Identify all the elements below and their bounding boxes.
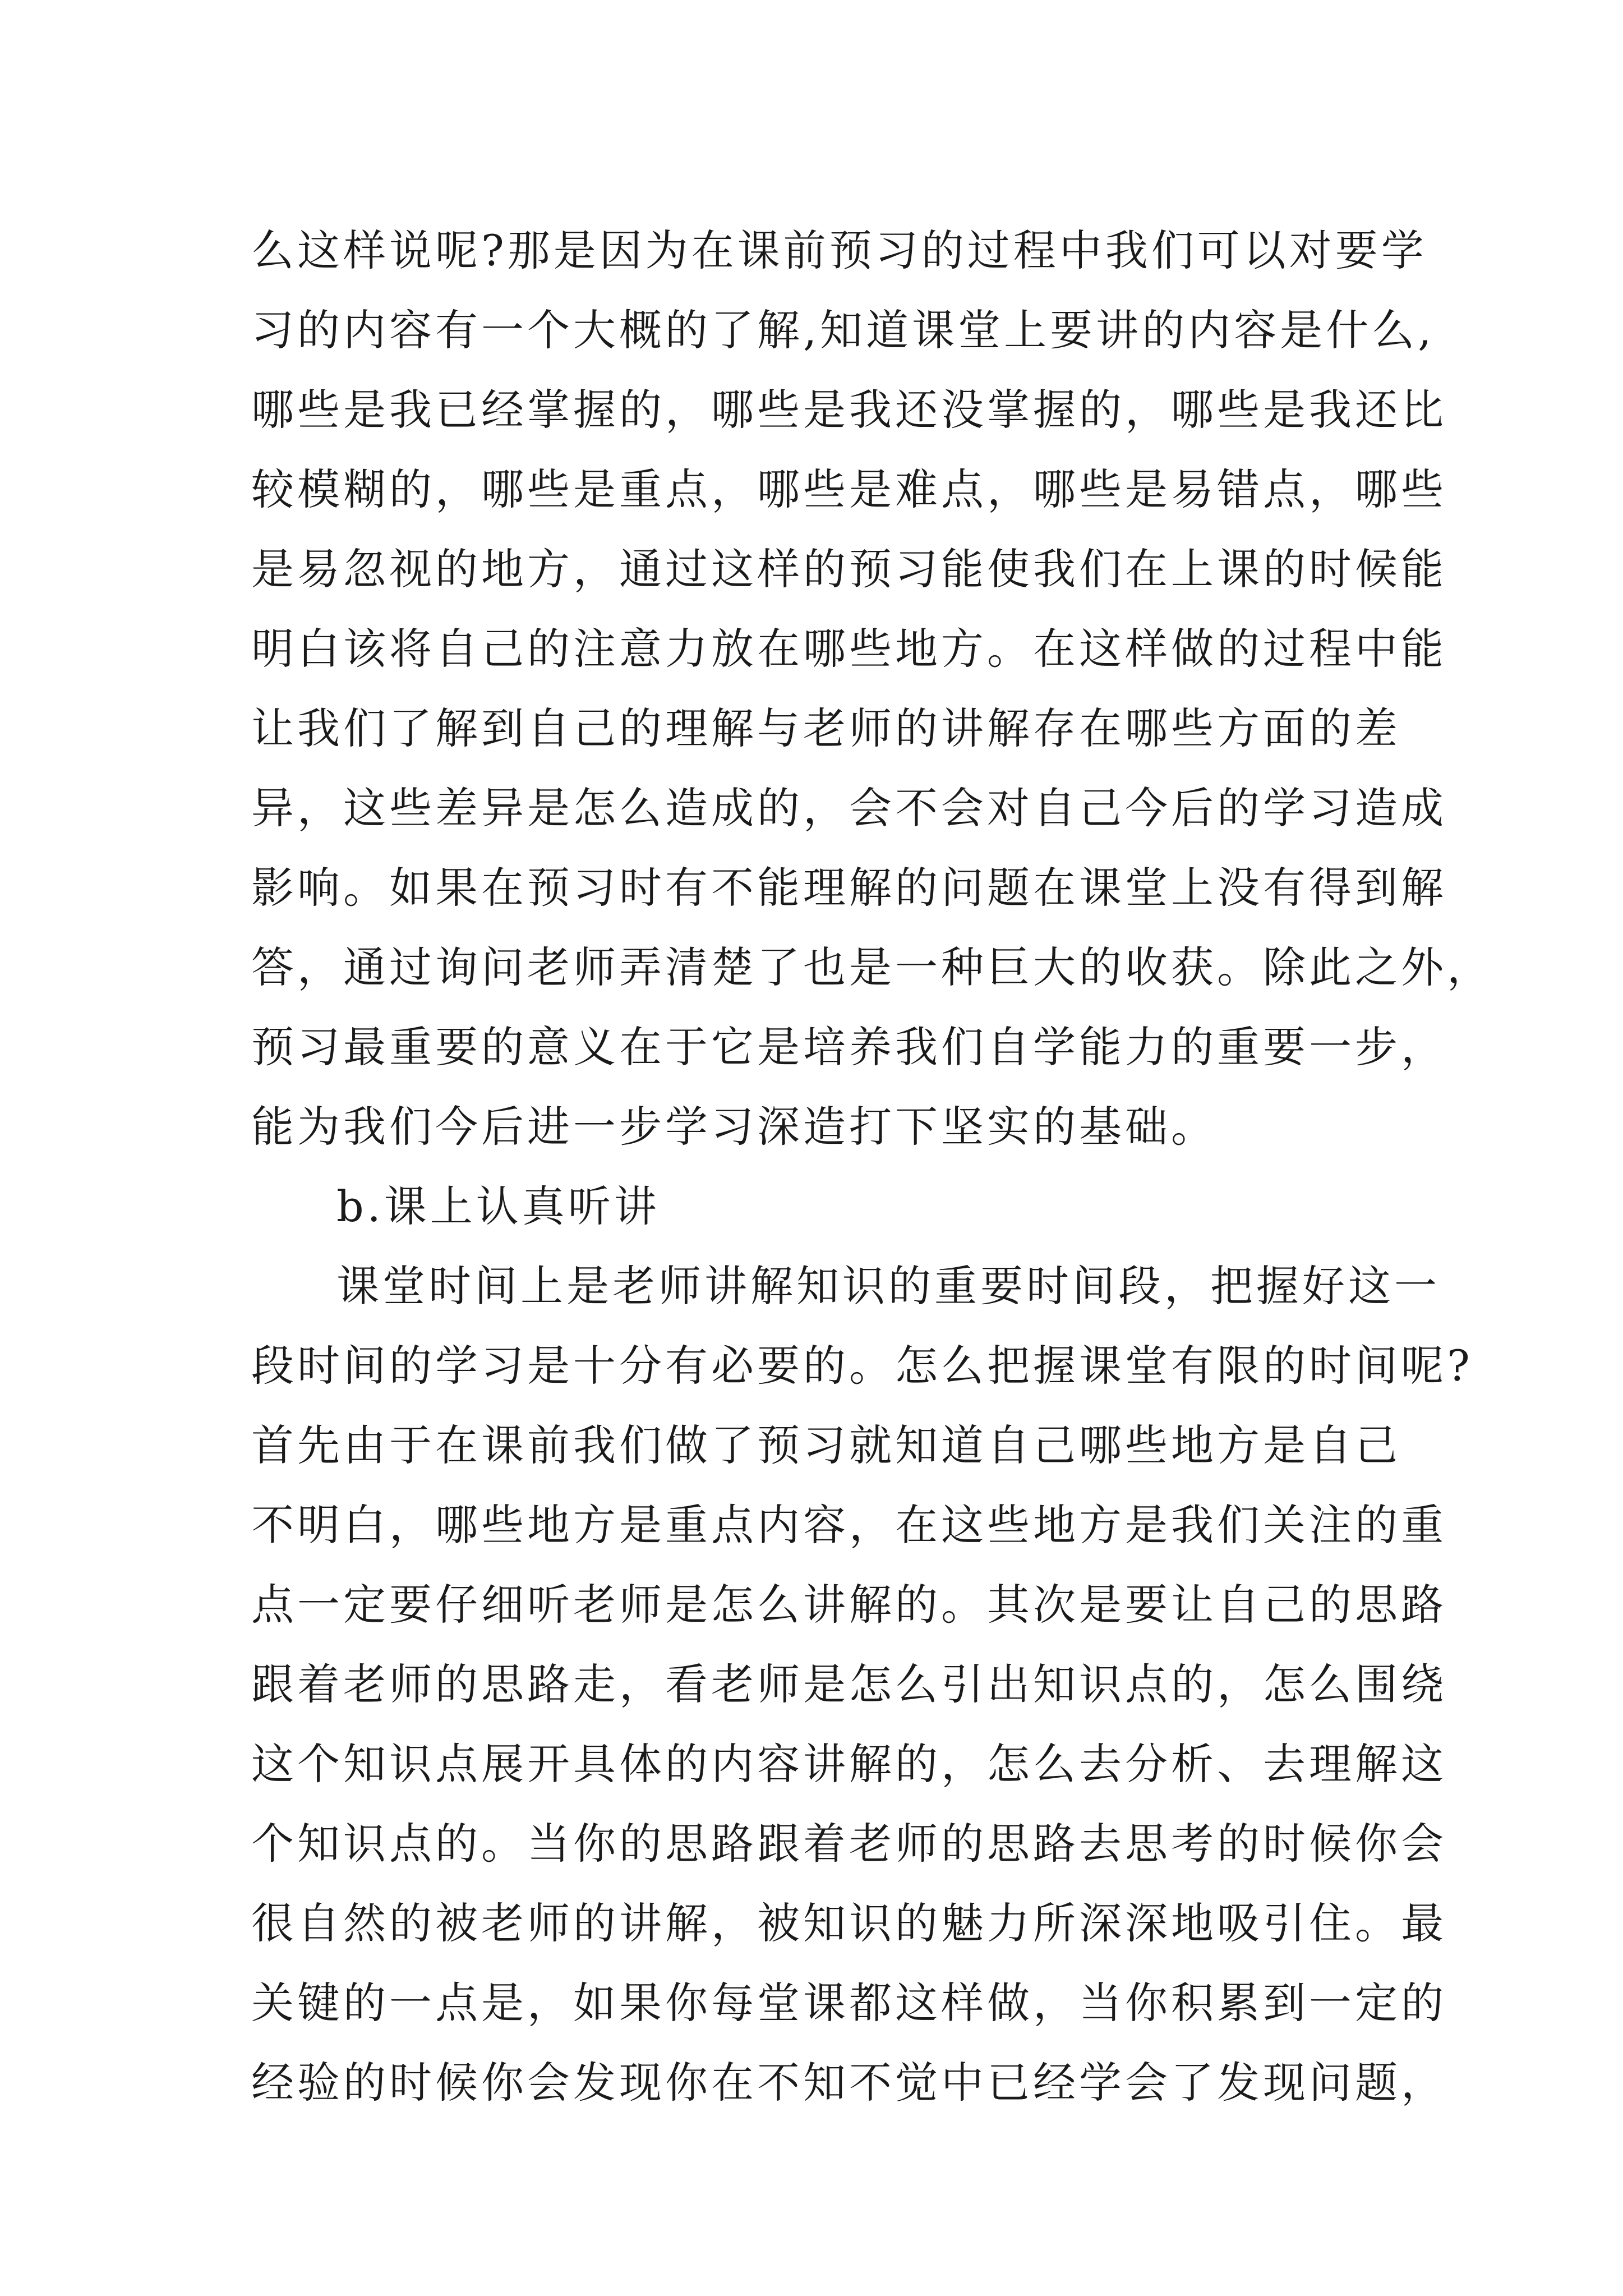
text-line: 点一定要仔细听老师是怎么讲解的。其次是要让自己的思路	[251, 1580, 1447, 1630]
text-line: 很自然的被老师的讲解，被知识的魅力所深深地吸引住。最	[251, 1898, 1447, 1948]
text-line: 影响。如果在预习时有不能理解的问题在课堂上没有得到解	[251, 863, 1447, 913]
text-line: 预习最重要的意义在于它是培养我们自学能力的重要一步，	[251, 1022, 1447, 1072]
paragraph-first-line: 课堂时间上是老师讲解知识的重要时间段，把握好这一	[336, 1261, 1440, 1311]
text-line: 是易忽视的地方，通过这样的预习能使我们在上课的时候能	[251, 544, 1447, 594]
text-line: 明白该将自己的注意力放在哪些地方。在这样做的过程中能	[251, 624, 1447, 674]
text-line: 关键的一点是，如果你每堂课都这样做，当你积累到一定的	[251, 1978, 1447, 2028]
text-line: 经验的时候你会发现你在不知不觉中已经学会了发现问题，	[251, 2058, 1447, 2108]
text-line: 段时间的学习是十分有必要的。怎么把握课堂有限的时间呢?	[251, 1341, 1473, 1391]
text-line: 异，这些差异是怎么造成的，会不会对自己今后的学习造成	[251, 783, 1447, 833]
text-line: 答，通过询问老师弄清楚了也是一种巨大的收获。除此之外，	[251, 942, 1493, 992]
body-text	[251, 211, 1493, 2123]
text-line: 能为我们今后进一步学习深造打下坚实的基础。	[251, 1102, 1217, 1152]
text-line: 跟着老师的思路走，看老师是怎么引出知识点的，怎么围绕	[251, 1659, 1447, 1709]
text-line: 么这样说呢?那是因为在课前预习的过程中我们可以对要学	[251, 226, 1427, 275]
text-line: 哪些是我已经掌握的，哪些是我还没掌握的，哪些是我还比	[251, 385, 1447, 435]
text-line: 这个知识点展开具体的内容讲解的，怎么去分析、去理解这	[251, 1739, 1447, 1789]
text-line: 首先由于在课前我们做了预习就知道自己哪些地方是自己	[251, 1420, 1401, 1470]
section-heading: b.课上认真听讲	[336, 1181, 660, 1231]
text-line: 较模糊的，哪些是重点，哪些是难点，哪些是易错点，哪些	[251, 464, 1447, 514]
text-line: 习的内容有一个大概的了解,知道课堂上要讲的内容是什么,	[251, 305, 1435, 355]
text-line: 个知识点的。当你的思路跟着老师的思路去思考的时候你会	[251, 1819, 1447, 1869]
text-line: 让我们了解到自己的理解与老师的讲解存在哪些方面的差	[251, 703, 1401, 753]
text-line: 不明白，哪些地方是重点内容，在这些地方是我们关注的重	[251, 1500, 1447, 1550]
